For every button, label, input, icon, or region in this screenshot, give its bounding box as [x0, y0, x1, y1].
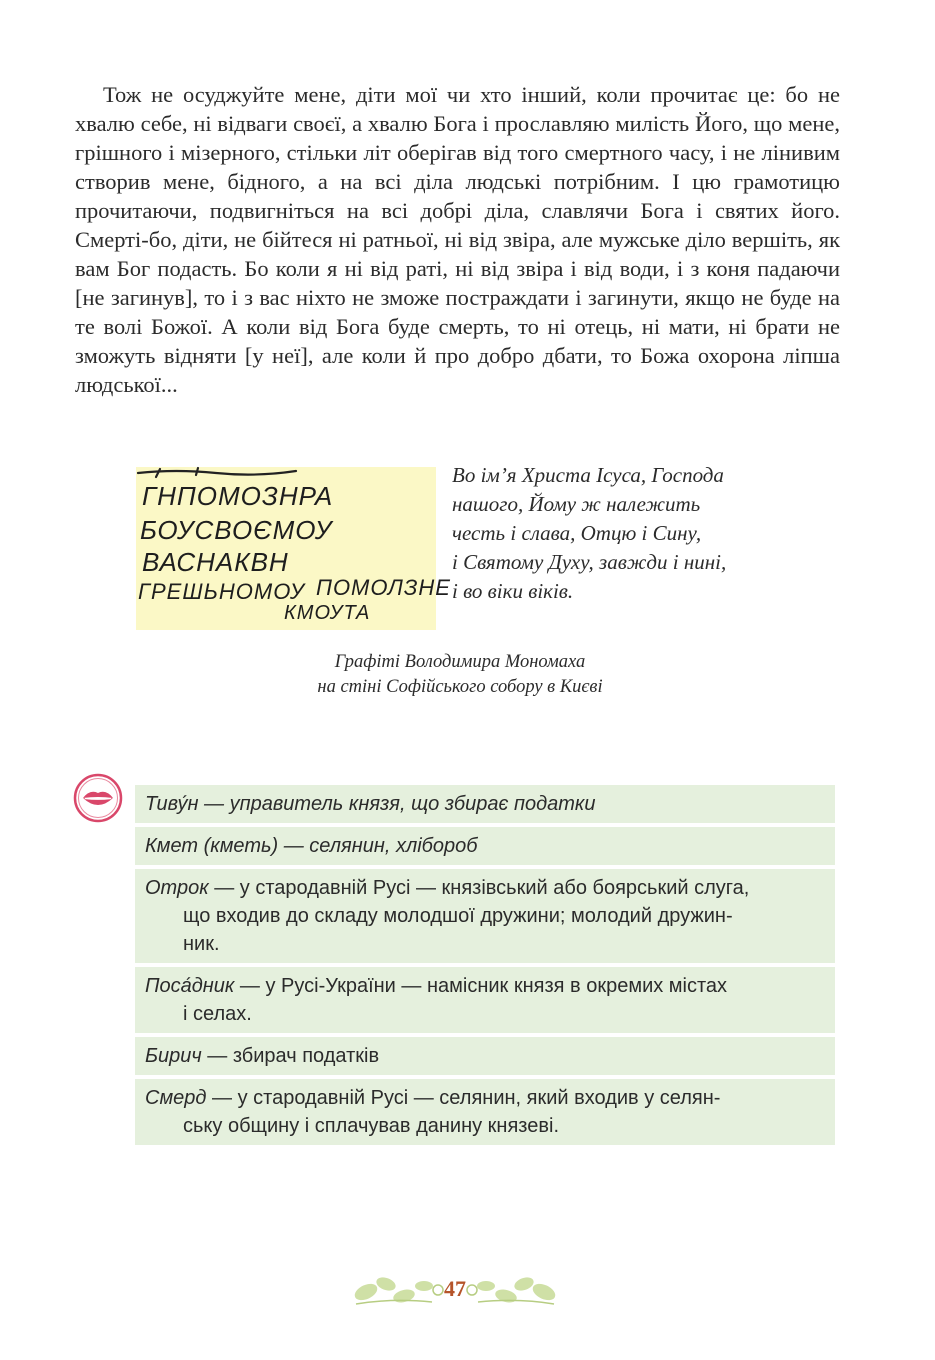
- glossary-item-posadnyk: [135, 967, 835, 1033]
- graffiti-line-4: ГРЕШЬНОМОУ: [138, 579, 305, 604]
- glossary-definition: ську общину і сплачував данину князеві.: [183, 1115, 559, 1137]
- glossary-item-byrych: [135, 1037, 835, 1075]
- glossary-definition: — у стародавній Русі — князівський або боярський слуга,: [208, 877, 750, 899]
- page-number: 47: [444, 1276, 466, 1301]
- graffiti-translation: [452, 461, 852, 606]
- glossary-definition: що входив до складу молодшої дружини; молодий дружин-: [183, 905, 733, 927]
- glossary-term: Поса́дник: [145, 975, 235, 997]
- translation-line: честь і слава, Отцю і Сину,: [452, 521, 702, 545]
- translation-line: і во віки віків.: [452, 579, 574, 603]
- glossary-term: Тиву́н: [145, 793, 199, 815]
- graffiti-line-5: ПОМОЛЗНЕ: [316, 575, 451, 600]
- graffiti-line-6: КМОУТА: [284, 602, 371, 624]
- translation-line: і Святому Духу, завжди і нині,: [452, 550, 727, 574]
- glossary-definition: — у Русі-України — намісник князя в окремих містах: [234, 975, 728, 997]
- glossary-definition: — у стародавній Русі — селянин, який входив у селян-: [206, 1087, 721, 1109]
- glossary-term: Отрок: [145, 877, 209, 899]
- glossary-definition: — управитель князя, що збирає податки: [198, 793, 596, 815]
- figure-caption: [250, 650, 670, 700]
- glossary-definition: — селянин, хлібороб: [278, 835, 478, 857]
- glossary-term: Кмет (кметь): [145, 835, 279, 857]
- glossary-term: Смерд: [145, 1087, 207, 1109]
- translation-line: нашого, Йому ж належить: [452, 492, 701, 516]
- glossary-definition: — збирач податків: [201, 1045, 380, 1067]
- glossary-definition: і селах.: [183, 1003, 252, 1025]
- glossary-item-smerd: [135, 1079, 835, 1145]
- graffiti-line-1: ГНПОМОЗНРА: [142, 481, 334, 511]
- glossary-term: Бирич: [145, 1045, 202, 1067]
- translation-line: Во ім’я Христа Ісуса, Господа: [452, 463, 724, 487]
- glossary-item-tyvun: [135, 785, 835, 823]
- glossary-item-otrok: [135, 869, 835, 963]
- graffiti-line-2: БОУСВОЄМОУ: [140, 515, 333, 545]
- lips-icon: [72, 772, 124, 824]
- glossary-list: [135, 785, 835, 1149]
- main-paragraph: Тож не осуджуйте мене, діти мої чи хто інший, коли прочитає це: бо не хвалю себе, ні відваги своєї, а хвалю Бога і прославляю милість Його, що мене, грішного і мізерного, стільки літ оберігав від того смертного часу, і не лінивим створив мене, бідного, а на всі діла людські потрібним. І цю грамотицю прочитаючи, подвигніться на всі добрі діла, славлячи Бога і святих його. Смерті-бо, діти, не бійтеся ні ратньої, ні від звіра, але мужське діло вершіть, як вам Бог подасть. Бо коли я ні від раті, ні від звіра і від води, і з коня падаючи [не загинув], то і з вас ніхто не зможе постраждати і загинути, якщо не буде на те волі Божої. А коли від Бога буде смерть, то ні отець, ні мати, ні брати не зможуть відняти [у неї], але коли й про добро дбати, то Божа охорона ліпша людської...: [75, 82, 840, 397]
- graffiti-image: [136, 467, 451, 630]
- graffiti-line-3: ВАСНАКВН: [142, 547, 289, 577]
- glossary-item-kmet: [135, 827, 835, 865]
- caption-line: Графіті Володимира Мономаха: [334, 652, 586, 672]
- caption-line: на стіні Софійського собору в Києві: [317, 677, 603, 697]
- glossary-definition: ник.: [183, 933, 220, 955]
